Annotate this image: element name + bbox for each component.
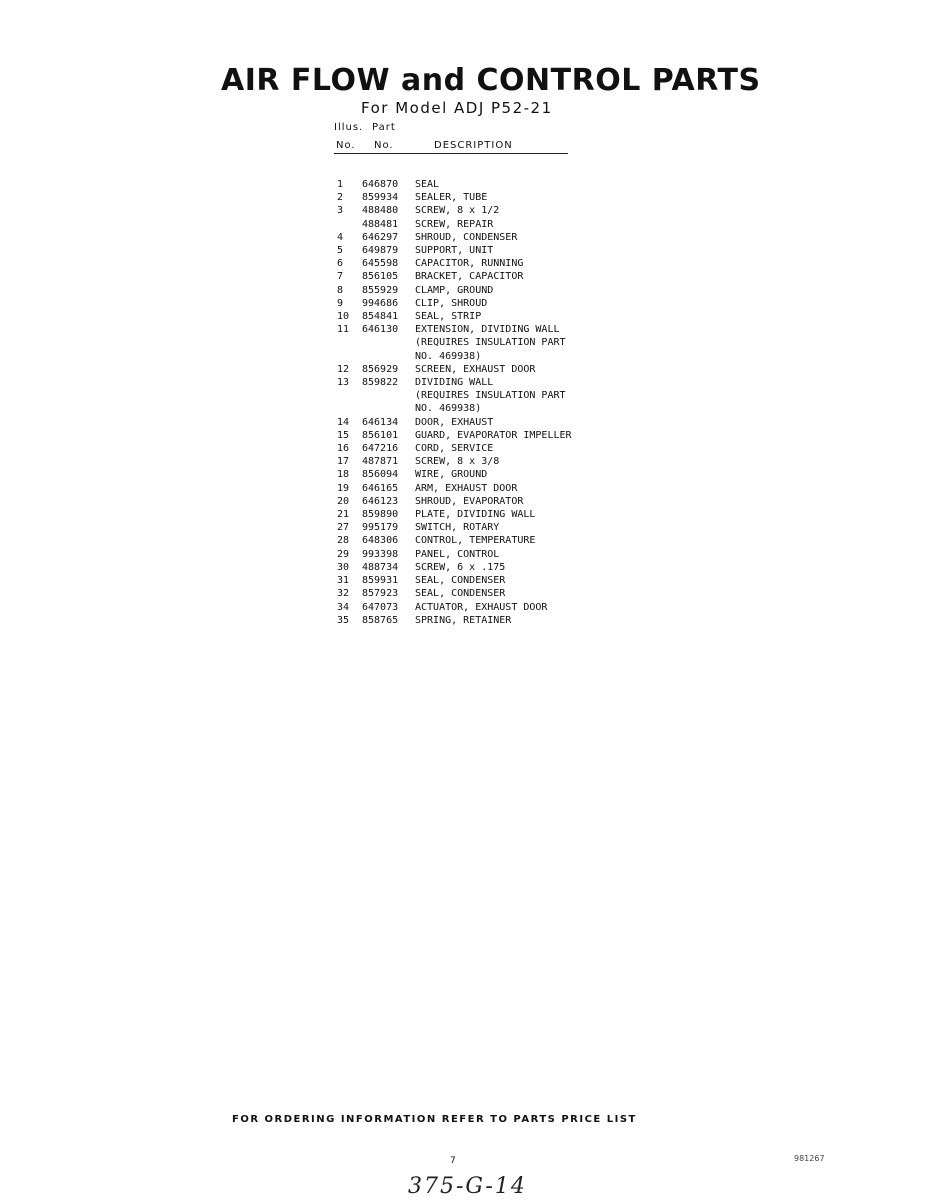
illus-number bbox=[337, 218, 362, 231]
part-description: SHROUD, EVAPORATOR bbox=[415, 495, 524, 507]
model-subtitle: For Model ADJ P52-21 bbox=[361, 99, 553, 117]
part-number: 856929 bbox=[362, 363, 399, 375]
part-row bbox=[337, 614, 572, 627]
part-number: 856105 bbox=[362, 271, 399, 283]
part-number: 857923 bbox=[362, 588, 399, 600]
part-description: NO. 469938) bbox=[415, 350, 482, 362]
part-number: 859931 bbox=[362, 575, 399, 587]
part-number: 647073 bbox=[362, 601, 399, 613]
part-row bbox=[337, 548, 572, 561]
part-number: 859822 bbox=[362, 377, 399, 389]
part-description: SEAL bbox=[415, 179, 440, 190]
illus-number: 34 bbox=[337, 601, 350, 613]
part-description: SCREW, 8 x 1/2 bbox=[415, 205, 500, 217]
part-row bbox=[337, 191, 572, 204]
illus-number: 4 bbox=[337, 231, 344, 243]
part-description: CAPACITOR, RUNNING bbox=[415, 258, 524, 270]
page-title: AIR FLOW and CONTROL PARTS bbox=[221, 63, 761, 98]
part-description: DIVIDING WALL bbox=[415, 377, 494, 389]
illus-number bbox=[337, 336, 362, 349]
part-row bbox=[337, 561, 572, 574]
part-row bbox=[337, 284, 572, 297]
part-description: EXTENSION, DIVIDING WALL bbox=[415, 324, 560, 336]
illus-number: 1 bbox=[337, 179, 344, 190]
part-description: ACTUATOR, EXHAUST DOOR bbox=[415, 601, 548, 613]
illus-number: 8 bbox=[337, 284, 344, 296]
part-number: 995179 bbox=[362, 522, 399, 534]
part-number: 859934 bbox=[362, 192, 399, 204]
illus-number: 9 bbox=[337, 297, 344, 309]
illus-number: 7 bbox=[337, 271, 344, 283]
part-number: 858765 bbox=[362, 614, 399, 626]
part-description: (REQUIRES INSULATION PART bbox=[415, 390, 566, 402]
part-number: 854841 bbox=[362, 311, 399, 323]
part-row-continuation bbox=[337, 350, 572, 363]
part-description: SEAL, STRIP bbox=[415, 311, 482, 323]
part-row bbox=[337, 468, 572, 481]
illus-number: 2 bbox=[337, 192, 344, 204]
part-description: WIRE, GROUND bbox=[415, 469, 488, 481]
part-description: ARM, EXHAUST DOOR bbox=[415, 482, 518, 494]
part-row bbox=[337, 482, 572, 495]
part-row bbox=[337, 376, 572, 389]
part-row bbox=[337, 534, 572, 547]
illus-number bbox=[337, 389, 362, 402]
part-number: 646123 bbox=[362, 495, 399, 507]
part-row bbox=[337, 323, 572, 336]
part-description: CONTROL, TEMPERATURE bbox=[415, 535, 536, 547]
part-description: PANEL, CONTROL bbox=[415, 548, 500, 560]
part-number: 994686 bbox=[362, 297, 399, 309]
part-number: 646870 bbox=[362, 179, 399, 190]
part-number: 649879 bbox=[362, 245, 399, 257]
part-row bbox=[337, 521, 572, 534]
part-row bbox=[337, 244, 572, 257]
part-description: SCREW, REPAIR bbox=[415, 218, 494, 230]
handwritten-note: 375-G-14 bbox=[408, 1174, 527, 1199]
illus-number: 17 bbox=[337, 456, 350, 468]
illus-number: 13 bbox=[337, 377, 350, 389]
part-number bbox=[362, 389, 415, 402]
part-description: SCREW, 6 x .175 bbox=[415, 561, 506, 573]
part-description: DOOR, EXHAUST bbox=[415, 416, 494, 428]
part-number bbox=[362, 350, 415, 363]
illus-number: 15 bbox=[337, 429, 350, 441]
part-description: GUARD, EVAPORATOR IMPELLER bbox=[415, 429, 572, 441]
page-number: 7 bbox=[450, 1156, 456, 1166]
illus-number bbox=[337, 402, 362, 415]
part-row bbox=[337, 363, 572, 376]
part-number: 859890 bbox=[362, 509, 399, 521]
part-row-continuation bbox=[337, 336, 572, 349]
part-row bbox=[337, 442, 572, 455]
part-description: SEALER, TUBE bbox=[415, 192, 488, 204]
part-description: SUPPORT, UNIT bbox=[415, 245, 494, 257]
part-number: 488481 bbox=[362, 218, 399, 230]
illus-number: 19 bbox=[337, 482, 350, 494]
illus-number: 10 bbox=[337, 311, 350, 323]
part-number bbox=[362, 336, 415, 349]
part-description: PLATE, DIVIDING WALL bbox=[415, 509, 536, 521]
illus-number: 21 bbox=[337, 509, 350, 521]
part-number: 856094 bbox=[362, 469, 399, 481]
part-description: BRACKET, CAPACITOR bbox=[415, 271, 524, 283]
part-row bbox=[337, 574, 572, 587]
part-row bbox=[337, 429, 572, 442]
part-row bbox=[337, 231, 572, 244]
illus-number: 20 bbox=[337, 495, 350, 507]
part-description: NO. 469938) bbox=[415, 403, 482, 415]
part-number: 647216 bbox=[362, 443, 399, 455]
part-row-continuation bbox=[337, 389, 572, 402]
illus-number: 5 bbox=[337, 245, 344, 257]
part-description: CLAMP, GROUND bbox=[415, 284, 494, 296]
illus-number: 31 bbox=[337, 575, 350, 587]
part-row bbox=[337, 416, 572, 429]
part-description: SCREW, 8 x 3/8 bbox=[415, 456, 500, 468]
part-number: 646297 bbox=[362, 231, 399, 243]
part-row bbox=[337, 204, 572, 217]
part-row bbox=[337, 310, 572, 323]
part-description: CORD, SERVICE bbox=[415, 443, 494, 455]
part-number: 646165 bbox=[362, 482, 399, 494]
part-number: 993398 bbox=[362, 548, 399, 560]
part-description: SCREEN, EXHAUST DOOR bbox=[415, 363, 536, 375]
illus-number: 11 bbox=[337, 324, 350, 336]
part-number bbox=[362, 402, 415, 415]
part-description: SEAL, CONDENSER bbox=[415, 575, 506, 587]
part-description: SPRING, RETAINER bbox=[415, 614, 512, 626]
part-row bbox=[337, 601, 572, 614]
part-number: 646130 bbox=[362, 324, 399, 336]
part-description: SWITCH, ROTARY bbox=[415, 522, 500, 534]
part-no-header-label: No. bbox=[374, 140, 394, 151]
part-row bbox=[337, 270, 572, 283]
part-number: 856101 bbox=[362, 429, 399, 441]
parts-list bbox=[337, 178, 572, 627]
part-number: 646134 bbox=[362, 416, 399, 428]
illus-number: 27 bbox=[337, 522, 350, 534]
part-number: 488480 bbox=[362, 205, 399, 217]
illus-number: 12 bbox=[337, 363, 350, 375]
illus-number bbox=[337, 350, 362, 363]
illus-number: 18 bbox=[337, 469, 350, 481]
part-row bbox=[337, 178, 572, 191]
part-description: (REQUIRES INSULATION PART bbox=[415, 337, 566, 349]
part-description: SHROUD, CONDENSER bbox=[415, 231, 518, 243]
description-header-label: DESCRIPTION bbox=[434, 140, 513, 151]
part-row bbox=[337, 257, 572, 270]
part-row bbox=[337, 587, 572, 600]
part-header-label: Part bbox=[372, 122, 396, 133]
illus-number: 30 bbox=[337, 561, 350, 573]
illus-number: 29 bbox=[337, 548, 350, 560]
illus-number: 28 bbox=[337, 535, 350, 547]
part-row bbox=[337, 218, 572, 231]
part-row bbox=[337, 508, 572, 521]
part-row bbox=[337, 297, 572, 310]
part-description: CLIP, SHROUD bbox=[415, 297, 488, 309]
part-row bbox=[337, 495, 572, 508]
illus-number: 32 bbox=[337, 588, 350, 600]
part-description: SEAL, CONDENSER bbox=[415, 588, 506, 600]
illus-header-label: Illus. bbox=[334, 122, 364, 133]
part-number: 645598 bbox=[362, 258, 399, 270]
document-code: 981267 bbox=[794, 1154, 825, 1163]
illus-number: 3 bbox=[337, 205, 344, 217]
ordering-footer: FOR ORDERING INFORMATION REFER TO PARTS PRICE LIST bbox=[232, 1114, 637, 1125]
part-number: 487871 bbox=[362, 456, 399, 468]
illus-number: 35 bbox=[337, 614, 350, 626]
illus-number: 14 bbox=[337, 416, 350, 428]
part-row bbox=[337, 455, 572, 468]
part-number: 488734 bbox=[362, 561, 399, 573]
header-divider bbox=[334, 153, 568, 154]
illus-number: 6 bbox=[337, 258, 344, 270]
part-row-continuation bbox=[337, 402, 572, 415]
no-header-label: No. bbox=[336, 140, 356, 151]
part-number: 648306 bbox=[362, 535, 399, 547]
illus-number: 16 bbox=[337, 443, 350, 455]
part-number: 855929 bbox=[362, 284, 399, 296]
